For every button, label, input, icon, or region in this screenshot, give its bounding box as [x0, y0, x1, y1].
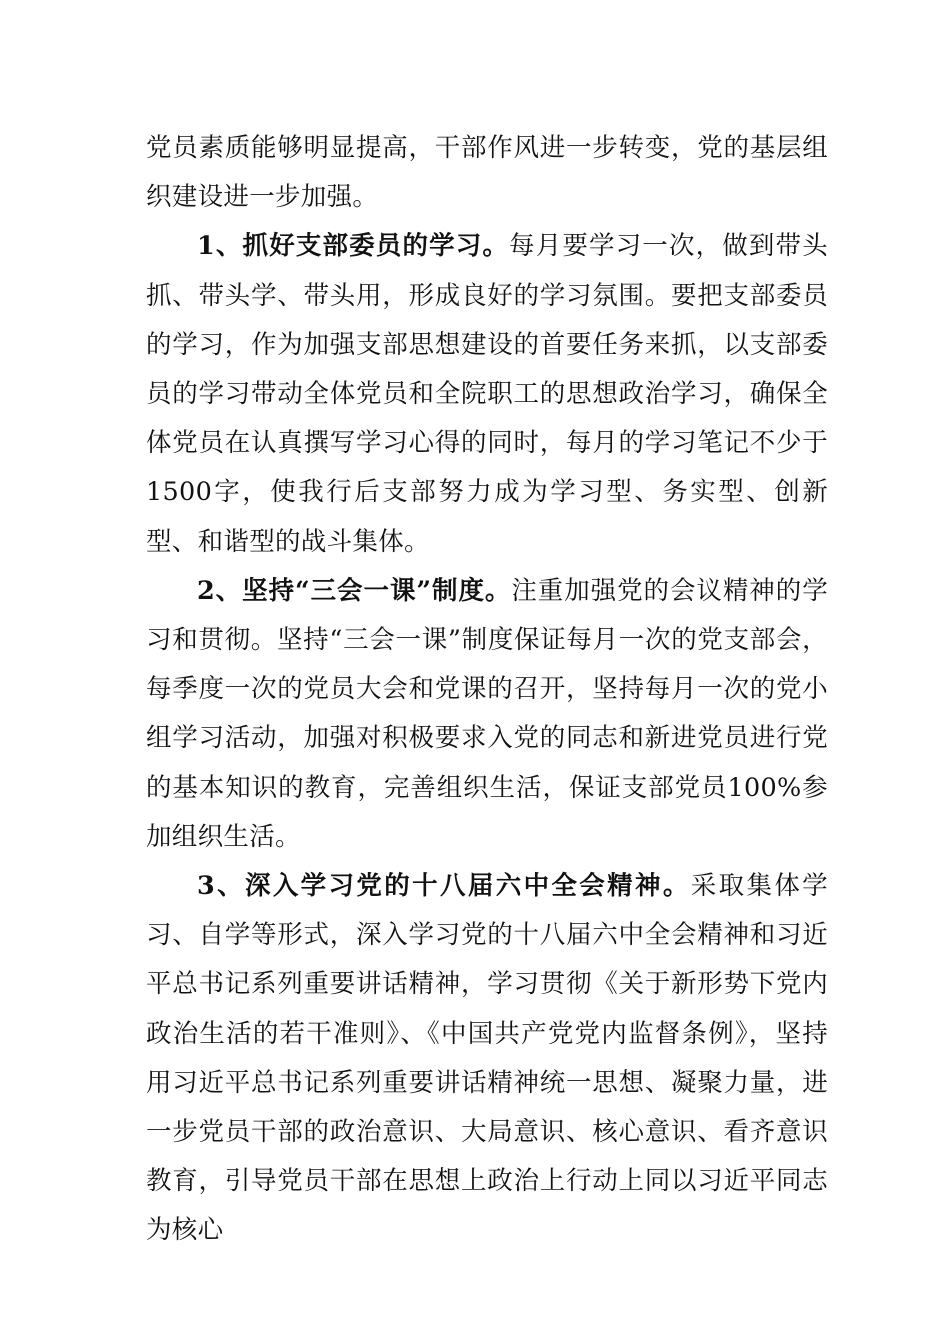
paragraph-intro-text: 党员素质能够明显提高，干部作风进一步转变，党的基层组织建设进一步加强。: [146, 133, 828, 213]
item-1-heading: 1、抓好支部委员的学习。: [197, 231, 510, 262]
document-body: [146, 124, 828, 1256]
paragraph-item-1: [146, 222, 828, 566]
item-3-heading: 3、深入学习党的十八届六中全会精神。: [197, 871, 691, 902]
paragraph-intro: [146, 124, 828, 222]
paragraph-item-2: [146, 567, 828, 862]
paragraph-item-3: [146, 862, 828, 1256]
item-1-text: 每月要学习一次，做到带头抓、带头学、带头用，形成良好的学习氛围。要把支部委员的学习，作为加强支部思想建设的首要任务来抓，以支部委员的学习带动全体党员和全院职工的思想政治学习，确保全体党员在认真撰写学习心得的同时，每月的学习笔记不少于1500字，使我行后支部努力成为学习型、务实型、创新型、和谐型的战斗集体。: [146, 231, 828, 557]
item-2-text: 注重加强党的会议精神的学习和贯彻。坚持“三会一课”制度保证每月一次的党支部会，每季度一次的党员大会和党课的召开，坚持每月一次的党小组学习活动，加强对积极要求入党的同志和新进党员进行党的基本知识的教育，完善组织生活，保证支部党员100%参加组织生活。: [146, 575, 828, 852]
item-2-heading: 2、坚持“三会一课”制度。: [197, 575, 512, 606]
item-3-text: 采取集体学习、自学等形式，深入学习党的十八届六中全会精神和习近平总书记系列重要讲话精神，学习贯彻《关于新形势下党内政治生活的若干准则》、《中国共产党党内监督条例》，坚持用习近平总书记系列重要讲话精神统一思想、凝聚力量，进一步党员干部的政治意识、大局意识、核心意识、看齐意识教育，引导党员干部在思想上政治上行动上同以习近平同志为核心: [146, 871, 828, 1246]
